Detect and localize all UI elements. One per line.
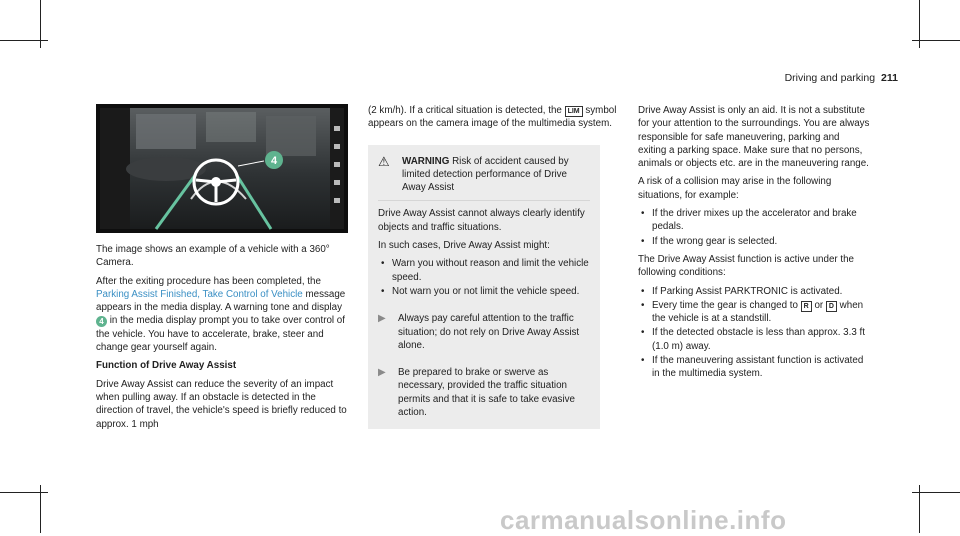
message-link: Parking Assist Finished, Take Control of Vehicle bbox=[96, 288, 303, 300]
section-heading: Function of Drive Away Assist bbox=[96, 360, 237, 372]
gear-r-icon: R bbox=[801, 301, 812, 312]
list-item: • If the maneuvering assistant function is activated in the multimedia system. bbox=[652, 354, 870, 381]
list-item: • If Parking Assist PARKTRONIC is activated. bbox=[652, 285, 870, 298]
arrow-right-icon: ▶ bbox=[378, 313, 386, 325]
arrow-right-icon: ▶ bbox=[378, 367, 386, 379]
crop-mark bbox=[40, 0, 41, 48]
running-header bbox=[785, 72, 898, 84]
para: The image shows an example of a vehicle with a 360° Camera. bbox=[96, 244, 330, 269]
list-item: • Every time the gear is changed to R or D when the vehicle is at a standstill. bbox=[652, 299, 870, 326]
crop-mark bbox=[919, 485, 920, 533]
para: Drive Away Assist is only an aid. It is not a substitute for your attention to the surroundings. You are always responsible for safe maneuvering, parking and exiting a parking space. Make sure that no persons, animals or objects etc. are in the maneuvering range. bbox=[638, 105, 870, 170]
watermark: carmanualsonline.info bbox=[500, 505, 787, 535]
column-2 bbox=[368, 104, 620, 429]
list-item: • If the wrong gear is selected. bbox=[652, 235, 870, 248]
warning-title: Risk of accident caused by limited detection performance of Drive Away Assist bbox=[402, 155, 569, 194]
warning-box bbox=[368, 145, 600, 430]
para: After the exiting procedure has been completed, the Parking Assist Finished, Take Control of Vehicle message appears in the media display. A warning tone and display 4 in the media display prompt you to take over control of the vehicle. You have to accelerate, brake, steer and change gear yourself again. bbox=[96, 275, 346, 354]
crop-mark bbox=[919, 0, 920, 48]
figure-badge: 4 bbox=[270, 155, 278, 167]
para: Drive Away Assist can reduce the severity of an impact when pulling away. If an obstacle is detected in the direction of travel, the vehicle's speed is briefly reduced to approx. 1 mph bbox=[96, 378, 347, 430]
list-item: • If the driver mixes up the accelerator and brake pedals. bbox=[652, 207, 870, 234]
page-number: 211 bbox=[881, 72, 898, 84]
para: (2 km/h). If a critical situation is detected, the LIM symbol appears on the camera image of the multimedia system. bbox=[368, 105, 617, 130]
lim-icon: LIM bbox=[565, 106, 583, 117]
para: The Drive Away Assist function is active under the following conditions: bbox=[638, 253, 854, 279]
crop-mark bbox=[40, 485, 41, 533]
column-3 bbox=[638, 104, 870, 386]
tip: ▶ Be prepared to brake or swerve as necessary, provided the traffic situation permits and that it is safe to take evasive action. bbox=[378, 367, 575, 419]
list-item: • Not warn you or not limit the vehicle speed. bbox=[392, 285, 590, 298]
header-title: Driving and parking bbox=[784, 72, 876, 84]
warning-para: In such cases, Drive Away Assist might: bbox=[378, 240, 550, 252]
gear-d-icon: D bbox=[826, 301, 837, 312]
tip: ▶ Always pay careful attention to the traffic situation; do not rely on Drive Away Assist alone. bbox=[378, 313, 580, 351]
camera-display-image bbox=[96, 104, 348, 233]
display-number-badge: 4 bbox=[96, 316, 107, 327]
para: A risk of a collision may arise in the following situations, for example: bbox=[638, 176, 832, 201]
column-1 bbox=[96, 104, 348, 436]
list-item: • If the detected obstacle is less than approx. 3.3 ft (1.0 m) away. bbox=[652, 326, 870, 353]
list-item: • Warn you without reason and limit the vehicle speed. bbox=[392, 257, 590, 284]
warning-icon: ⚠ bbox=[378, 153, 390, 169]
warning-label: WARNING bbox=[402, 155, 450, 167]
warning-para: Drive Away Assist cannot always clearly identify objects and traffic situations. bbox=[378, 208, 585, 233]
